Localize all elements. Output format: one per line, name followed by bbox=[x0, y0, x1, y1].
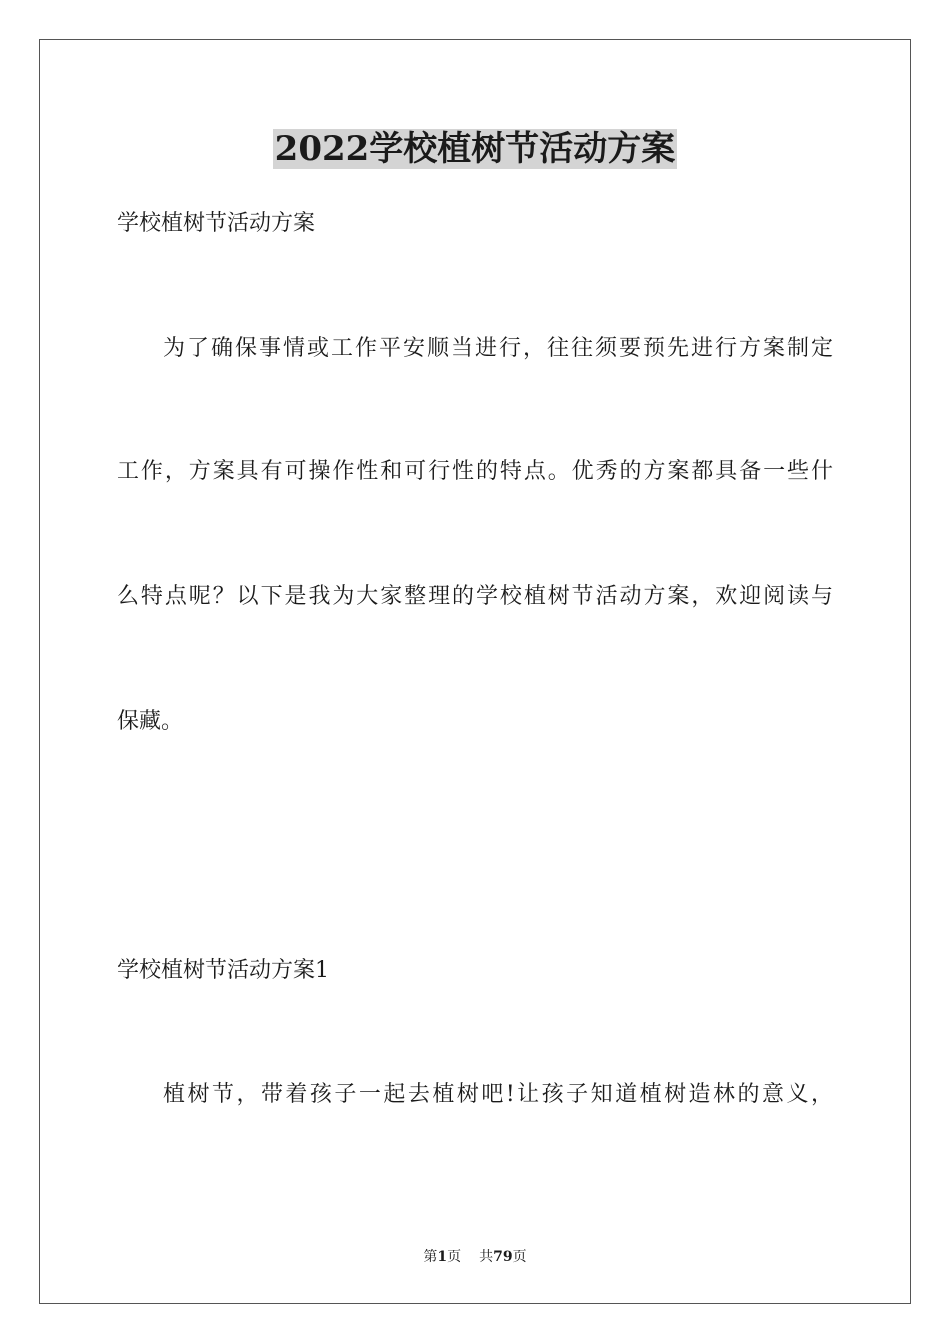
intro-line-1: 为了确保事情或工作平安顺当进行，往往须要预先进行方案制定 bbox=[163, 336, 833, 361]
footer-total-prefix: 共 bbox=[479, 1249, 494, 1265]
document-title-text: 2022学校植树节活动方案 bbox=[274, 129, 676, 169]
footer-total-pages: 79 bbox=[493, 1249, 513, 1265]
footer-page-prefix: 第 bbox=[423, 1249, 438, 1265]
page-footer bbox=[0, 1247, 950, 1267]
footer-total-suffix: 页 bbox=[512, 1249, 527, 1265]
intro-line-3: 么特点呢？以下是我为大家整理的学校植树节活动方案，欢迎阅读与 bbox=[117, 584, 833, 609]
document-title bbox=[0, 124, 950, 174]
intro-line-2: 工作，方案具有可操作性和可行性的特点。优秀的方案都具备一些什 bbox=[117, 459, 833, 484]
intro-line-4: 保藏。 bbox=[117, 709, 184, 734]
section-heading: 学校植树节活动方案1 bbox=[117, 958, 329, 983]
footer-page-suffix: 页 bbox=[447, 1249, 462, 1265]
footer-page-number: 1 bbox=[437, 1249, 448, 1265]
section-line-1: 植树节，带着孩子一起去植树吧!让孩子知道植树造林的意义， bbox=[163, 1082, 833, 1107]
document-subtitle: 学校植树节活动方案 bbox=[117, 211, 316, 236]
